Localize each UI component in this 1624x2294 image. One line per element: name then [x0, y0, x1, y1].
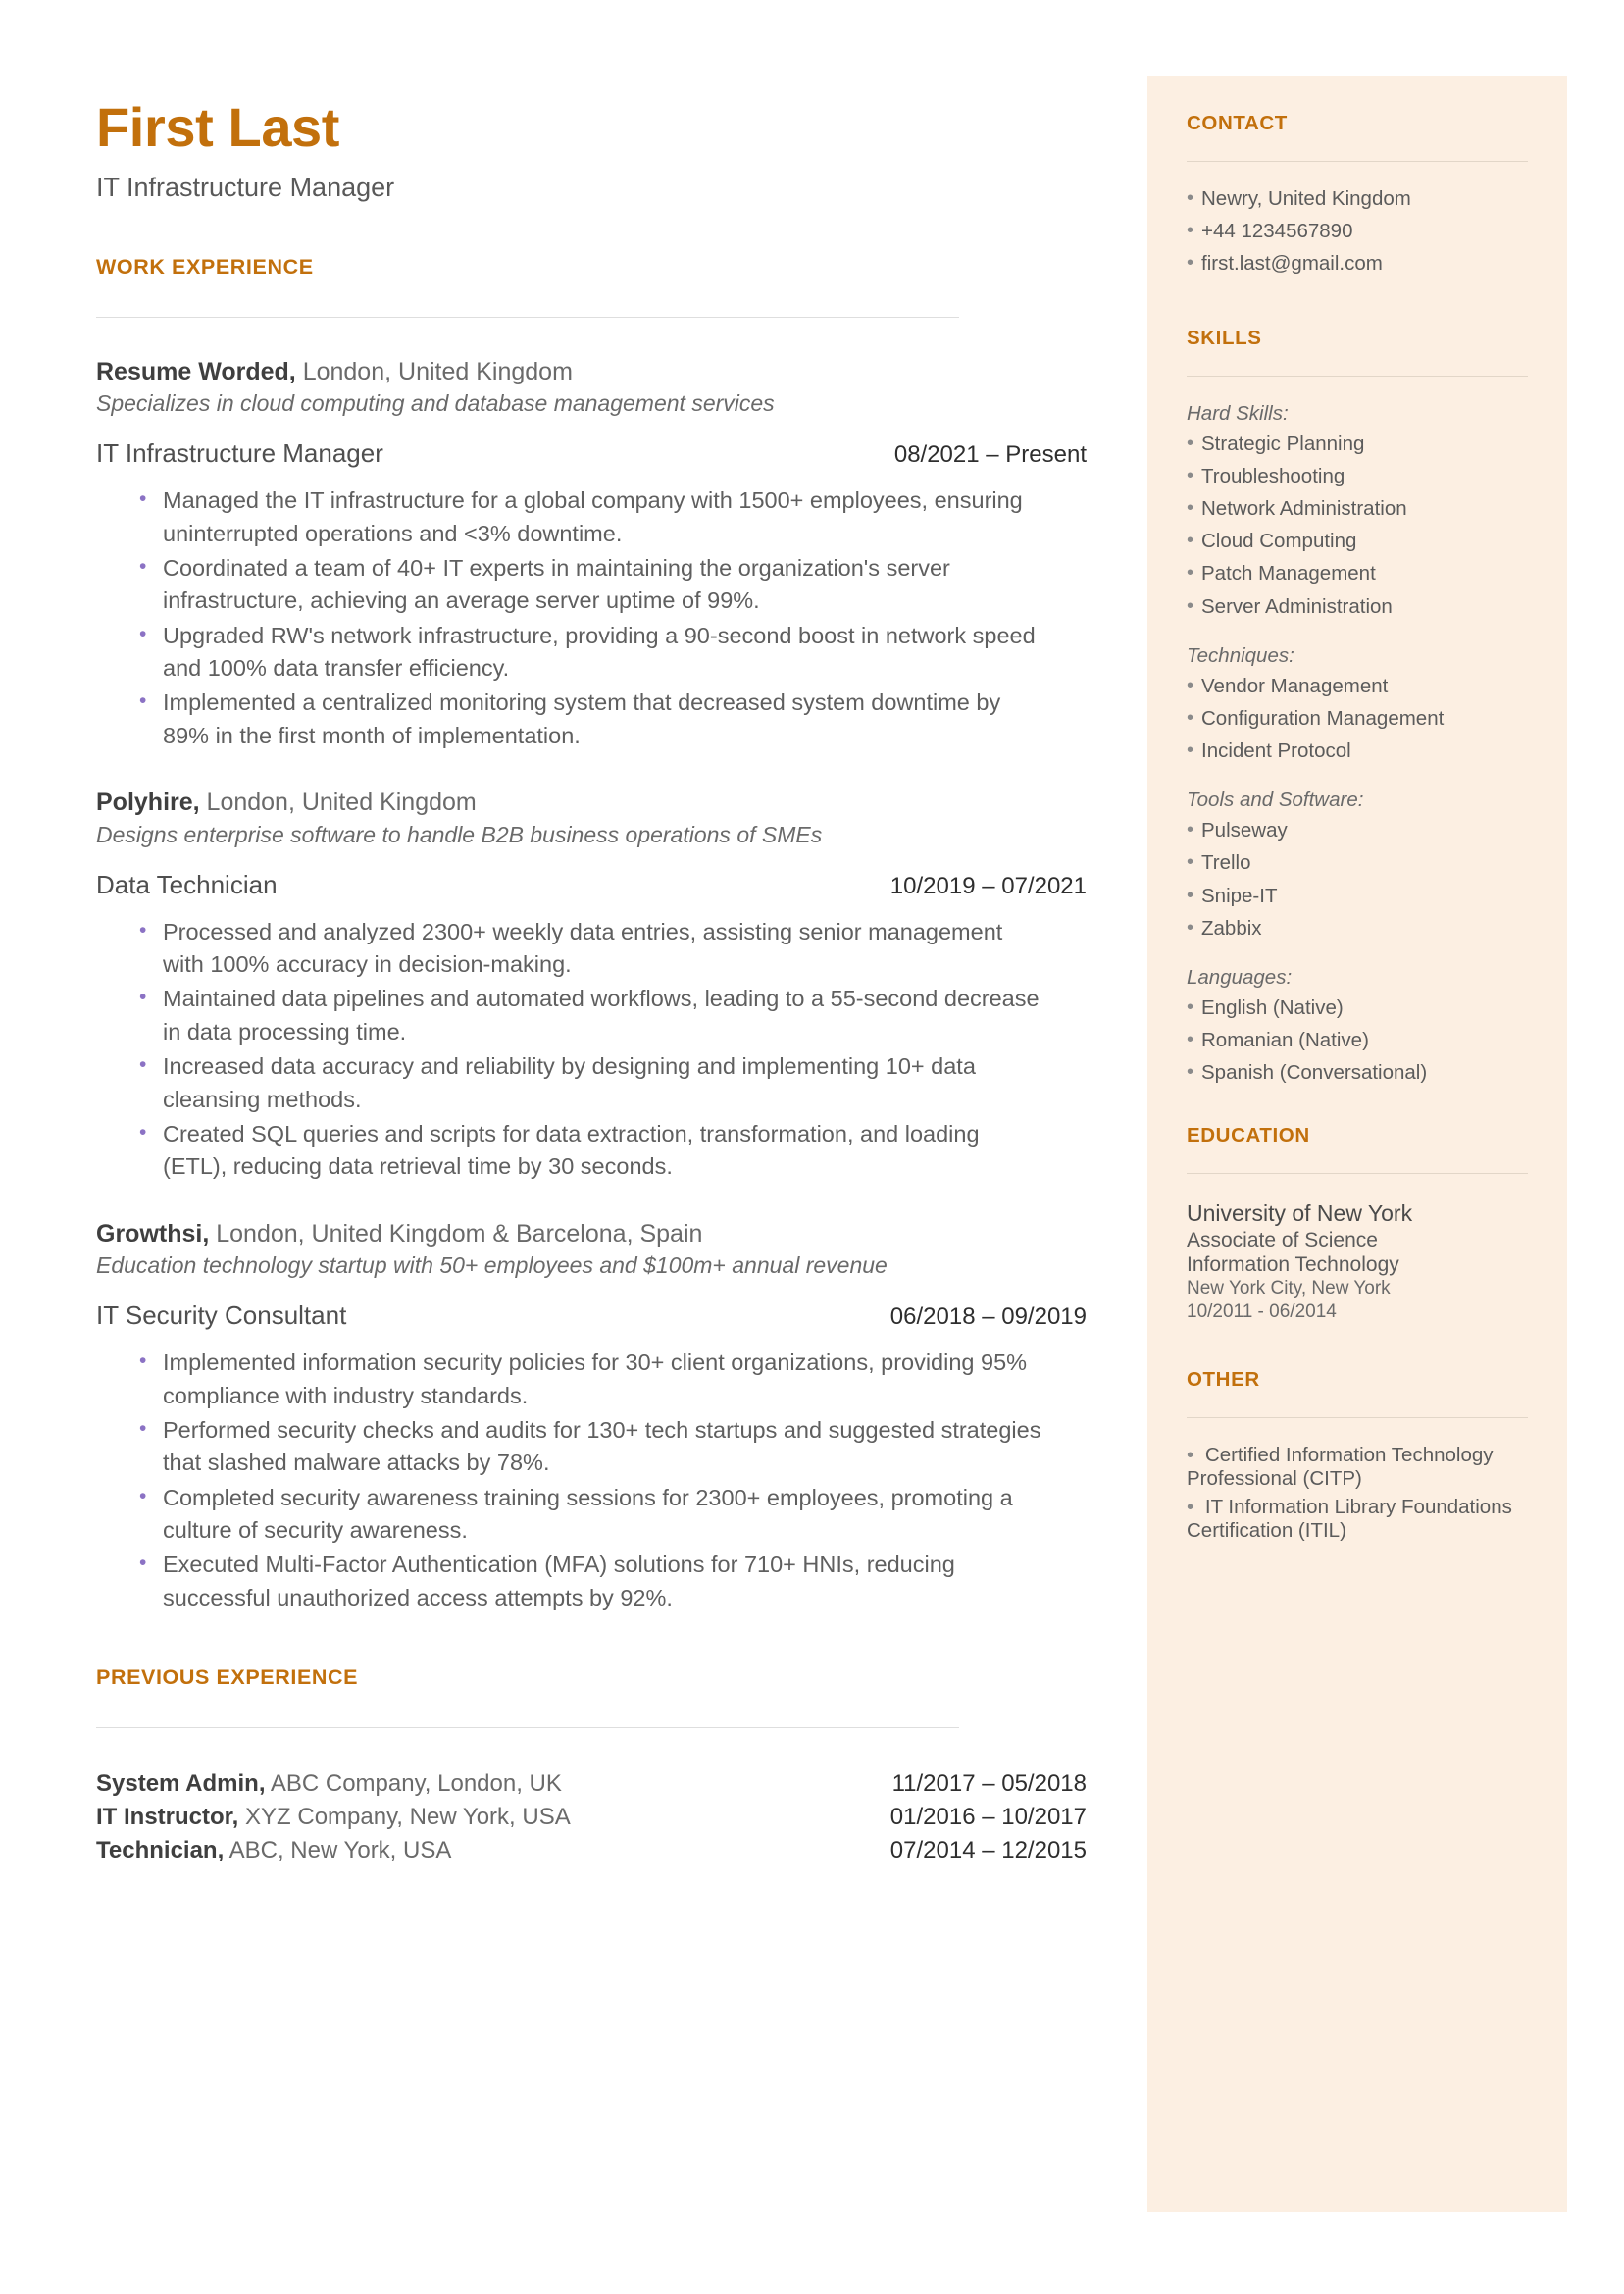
contact-item-location	[1187, 187, 1528, 211]
bullet-text: Coordinated a team of 40+ IT experts in maintaining the organization's server infrastructure, achieving an average server uptime of 99%.	[163, 555, 950, 614]
bullet-icon: •	[139, 555, 147, 579]
list-item	[96, 687, 1087, 752]
bullet-icon: •	[139, 986, 147, 1009]
employer-location: London, United Kingdom & Barcelona, Spain	[209, 1219, 703, 1248]
bullet-text: Processed and analyzed 2300+ weekly data entries, assisting senior management with 100% accuracy in decision-making.	[163, 918, 1003, 978]
certification-item	[1187, 1496, 1528, 1543]
skill-label: Vendor Management	[1201, 674, 1389, 697]
work-experience-divider	[96, 317, 959, 318]
job-bullets	[96, 916, 1087, 1184]
skill-label: Zabbix	[1201, 916, 1262, 940]
list-item	[96, 552, 1087, 618]
role-row	[96, 870, 1087, 900]
bullet-text: Implemented a centralized monitoring system that decreased system downtime by 89% in the first month of implementation.	[163, 689, 1001, 748]
certification-label: Certified Information Technology Professional (CITP)	[1187, 1444, 1494, 1491]
role-dates: 10/2019 – 07/2021	[889, 872, 1087, 899]
list-item	[96, 1050, 1087, 1116]
bullet-icon: •	[1187, 464, 1194, 486]
job-bullets	[96, 484, 1087, 752]
skill-label: Pulseway	[1201, 819, 1288, 842]
contact-item-email	[1187, 252, 1528, 276]
list-item	[1187, 885, 1528, 908]
skills-group-label: Hard Skills:	[1187, 401, 1289, 425]
skill-label: Patch Management	[1201, 562, 1376, 586]
bullet-icon: •	[139, 1416, 147, 1440]
bullet-icon: •	[1187, 220, 1194, 242]
list-item	[1187, 465, 1528, 488]
previous-detail: ABC Company, London, UK	[265, 1770, 562, 1798]
list-item	[96, 1118, 1087, 1184]
work-experience-heading: WORK EXPERIENCE	[96, 254, 314, 279]
role-title: IT Security Consultant	[96, 1300, 347, 1331]
list-item	[96, 1347, 1087, 1412]
role-title: Data Technician	[96, 869, 278, 899]
bullet-icon: •	[1187, 819, 1194, 841]
spacer	[1187, 285, 1528, 327]
bullet-text: Executed Multi-Factor Authentication (MFA) solutions for 710+ HNIs, reducing successful unauthorized access attempts by 92%.	[163, 1552, 955, 1610]
skills-heading: SKILLS	[1187, 326, 1262, 349]
previous-role: System Admin,	[96, 1770, 266, 1798]
list-item	[96, 620, 1087, 686]
employer-description: Designs enterprise software to handle B2B business operations of SMEs	[96, 821, 823, 847]
bullet-icon: •	[1187, 530, 1194, 552]
bullet-text: Performed security checks and audits for 130+ tech startups and suggested strategies that slashed malware attacks by 78%.	[163, 1416, 1041, 1476]
bullet-icon: •	[139, 1484, 147, 1507]
skills-group-list	[1187, 819, 1528, 941]
previous-role: IT Instructor,	[96, 1804, 239, 1831]
language-label: Spanish (Conversational)	[1201, 1061, 1428, 1085]
job-entry	[96, 357, 1087, 752]
employer-line	[96, 788, 1087, 818]
table-row	[96, 1834, 1087, 1867]
bullet-icon: •	[1187, 1029, 1194, 1051]
list-item	[96, 916, 1087, 982]
other-divider	[1187, 1417, 1528, 1418]
role-dates: 08/2021 – Present	[893, 441, 1087, 469]
other-heading: OTHER	[1187, 1368, 1260, 1392]
education-dates: 10/2011 - 06/2014	[1187, 1300, 1337, 1322]
education-degree: Associate of Science	[1187, 1229, 1378, 1252]
contact-location: Newry, United Kingdom	[1201, 187, 1411, 210]
list-item	[1187, 996, 1528, 1020]
skills-group-tools	[1187, 789, 1528, 941]
list-item	[1187, 851, 1528, 875]
bullet-text: Implemented information security policies for 30+ client organizations, providing 95% compliance with industry standards.	[163, 1350, 1028, 1408]
bullet-icon: •	[1187, 884, 1194, 906]
list-item	[96, 1482, 1087, 1548]
list-item	[96, 983, 1087, 1048]
employer-line	[96, 1219, 1087, 1249]
list-item	[1187, 1061, 1528, 1085]
skills-group-hard	[1187, 402, 1528, 619]
previous-experience-divider	[96, 1727, 959, 1728]
employer-location: London, United Kingdom	[295, 357, 573, 385]
bullet-text: Upgraded RW's network infrastructure, providing a 90-second boost in network speed and 100% data transfer efficiency.	[163, 622, 1036, 682]
job-entry	[96, 1219, 1087, 1614]
employer-name: Growthsi,	[96, 1219, 210, 1248]
employer-description: Specializes in cloud computing and database management services	[96, 390, 775, 417]
list-item	[1187, 819, 1528, 842]
main-column	[96, 98, 1087, 1867]
employer-location: London, United Kingdom	[199, 789, 477, 817]
role-row	[96, 1300, 1087, 1331]
list-item	[96, 1414, 1087, 1480]
bullet-icon: •	[1187, 187, 1194, 209]
education-section	[1187, 1124, 1528, 1324]
skill-label: Troubleshooting	[1201, 464, 1345, 487]
skills-group-label: Languages:	[1187, 966, 1293, 989]
bullet-text: Created SQL queries and scripts for data extraction, transformation, and loading (ETL), reducing data retrieval time by 30 seconds.	[163, 1120, 980, 1180]
contact-section	[1187, 112, 1528, 277]
employer-line	[96, 357, 1087, 387]
education-location: New York City, New York	[1187, 1278, 1391, 1300]
bullet-icon: •	[1187, 432, 1194, 454]
bullet-icon: •	[139, 689, 147, 713]
sidebar	[1147, 76, 1567, 2212]
list-item	[1187, 562, 1528, 586]
bullet-icon: •	[1187, 706, 1194, 729]
spacer	[1187, 1323, 1528, 1368]
job-entry	[96, 788, 1087, 1183]
other-section	[1187, 1368, 1528, 1543]
spacer	[1187, 1095, 1528, 1124]
list-item	[1187, 1029, 1528, 1052]
previous-role-line	[96, 1801, 571, 1834]
employer-description: Education technology startup with 50+ employees and $100m+ annual revenue	[96, 1252, 888, 1279]
list-item	[1187, 917, 1528, 941]
bullet-text: Managed the IT infrastructure for a global company with 1500+ employees, ensuring uninterrupted operations and <3% downtime.	[163, 487, 1023, 546]
bullet-icon: •	[139, 1053, 147, 1077]
skills-section	[1187, 327, 1528, 1086]
education-entry	[1187, 1199, 1528, 1324]
previous-role-line	[96, 1834, 451, 1867]
bullet-icon: •	[1187, 594, 1194, 617]
certification-label: IT Information Library Foundations Certification (ITIL)	[1187, 1495, 1512, 1542]
contact-list	[1187, 187, 1528, 277]
skill-label: Incident Protocol	[1201, 739, 1351, 763]
bullet-text: Increased data accuracy and reliability by designing and implementing 10+ data cleansing methods.	[163, 1053, 976, 1112]
skills-group-languages	[1187, 966, 1528, 1086]
page-title: First Last	[96, 96, 340, 158]
role-title: IT Infrastructure Manager	[96, 438, 383, 469]
bullet-icon: •	[1187, 851, 1194, 874]
professional-headline: IT Infrastructure Manager	[96, 173, 395, 203]
skill-label: Strategic Planning	[1201, 432, 1365, 455]
bullet-icon: •	[139, 622, 147, 645]
bullet-text: Maintained data pipelines and automated workflows, leading to a 55-second decrease in data processing time.	[163, 986, 1040, 1045]
skill-label: Trello	[1201, 851, 1251, 875]
previous-detail: ABC, New York, USA	[224, 1837, 452, 1864]
list-item	[1187, 707, 1528, 731]
list-item	[1187, 739, 1528, 763]
previous-dates: 01/2016 – 10/2017	[889, 1804, 1087, 1831]
education-heading: EDUCATION	[1187, 1123, 1310, 1147]
bullet-icon: •	[1187, 496, 1194, 519]
contact-divider	[1187, 161, 1528, 162]
bullet-icon: •	[1187, 674, 1194, 696]
education-school: University of New York	[1187, 1199, 1413, 1226]
previous-dates: 07/2014 – 12/2015	[889, 1837, 1087, 1864]
bullet-icon: •	[1187, 252, 1194, 275]
bullet-icon: •	[1187, 1495, 1194, 1518]
list-item	[1187, 497, 1528, 521]
skills-group-list	[1187, 433, 1528, 619]
skill-label: Server Administration	[1201, 594, 1393, 618]
previous-role-line	[96, 1767, 562, 1801]
previous-role: Technician,	[96, 1837, 225, 1864]
bullet-icon: •	[139, 918, 147, 942]
bullet-icon: •	[1187, 996, 1194, 1018]
contact-item-phone	[1187, 220, 1528, 243]
education-field: Information Technology	[1187, 1252, 1399, 1276]
list-item	[1187, 595, 1528, 619]
skill-label: Snipe-IT	[1201, 884, 1278, 907]
list-item	[1187, 530, 1528, 553]
skill-label: Network Administration	[1201, 496, 1407, 520]
language-label: Romanian (Native)	[1201, 1029, 1369, 1052]
bullet-icon: •	[1187, 739, 1194, 762]
list-item	[1187, 433, 1528, 456]
bullet-icon: •	[139, 487, 147, 511]
job-bullets	[96, 1347, 1087, 1614]
bullet-icon: •	[1187, 1061, 1194, 1084]
table-row	[96, 1767, 1087, 1801]
skills-group-label: Techniques:	[1187, 643, 1294, 667]
bullet-icon: •	[1187, 1444, 1194, 1467]
previous-experience-list	[96, 1767, 1087, 1867]
skills-group-list	[1187, 996, 1528, 1086]
skills-group-techniques	[1187, 644, 1528, 764]
employer-name: Resume Worded,	[96, 357, 296, 385]
previous-dates: 11/2017 – 05/2018	[891, 1770, 1087, 1798]
bullet-icon: •	[139, 1120, 147, 1144]
employer-name: Polyhire,	[96, 789, 200, 817]
skills-group-label: Tools and Software:	[1187, 789, 1364, 812]
skill-label: Configuration Management	[1201, 706, 1445, 730]
education-divider	[1187, 1173, 1528, 1174]
list-item	[96, 484, 1087, 550]
table-row	[96, 1801, 1087, 1834]
skills-divider	[1187, 376, 1528, 377]
previous-experience-heading: PREVIOUS EXPERIENCE	[96, 1665, 359, 1690]
contact-email[interactable]: first.last@gmail.com	[1201, 252, 1383, 276]
skill-label: Cloud Computing	[1201, 530, 1357, 553]
previous-detail: XYZ Company, New York, USA	[238, 1804, 571, 1831]
bullet-text: Completed security awareness training sessions for 2300+ employees, promoting a culture of security awareness.	[163, 1484, 1013, 1543]
role-dates: 06/2018 – 09/2019	[889, 1303, 1087, 1331]
certification-item	[1187, 1444, 1528, 1491]
bullet-icon: •	[1187, 562, 1194, 585]
list-item	[96, 1549, 1087, 1614]
bullet-icon: •	[1187, 916, 1194, 939]
bullet-icon: •	[139, 1350, 147, 1373]
skills-group-list	[1187, 675, 1528, 764]
role-row	[96, 438, 1087, 469]
language-label: English (Native)	[1201, 996, 1344, 1019]
contact-heading: CONTACT	[1187, 112, 1288, 134]
list-item	[1187, 675, 1528, 698]
bullet-icon: •	[139, 1552, 147, 1575]
contact-phone[interactable]: +44 1234567890	[1201, 220, 1353, 243]
